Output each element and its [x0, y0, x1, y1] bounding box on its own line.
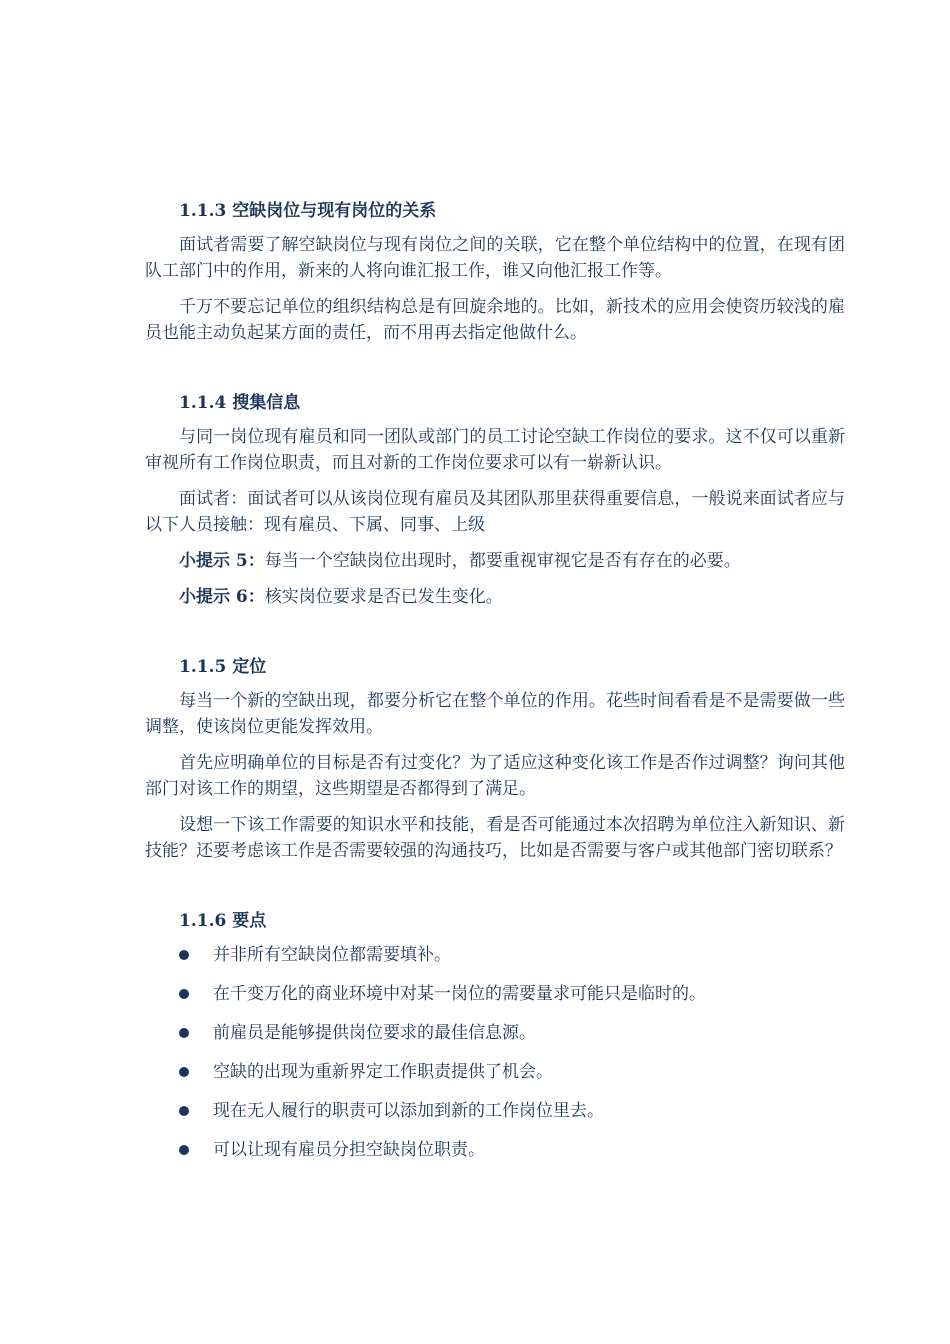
list-item — [145, 942, 845, 968]
section-heading: 1.1.3 空缺岗位与现有岗位的关系 — [179, 201, 437, 221]
tip-label: 小提示 5： — [179, 551, 265, 571]
paragraph: 设想一下该工作需要的知识水平和技能，看是否可能通过本次招聘为单位注入新知识、新技能？还要考虑该工作是否需要较强的沟通技巧，比如是否需要与客户或其他部门密切联系？ — [145, 815, 845, 861]
tip-item — [145, 584, 845, 610]
tip-item — [145, 548, 845, 574]
list-item — [145, 981, 845, 1007]
bullet-icon — [179, 1067, 189, 1077]
list-item-text: 现在无人履行的职责可以添加到新的工作岗位里去。 — [213, 1101, 604, 1121]
list-item-text: 前雇员是能够提供岗位要求的最佳信息源。 — [213, 1023, 536, 1043]
bullet-icon — [179, 989, 189, 999]
section-1-1-4 — [145, 390, 845, 610]
section-1-1-5 — [145, 654, 845, 864]
paragraph: 面试者需要了解空缺岗位与现有岗位之间的关联，它在整个单位结构中的位置，在现有团队工部门中的作用，新来的人将向谁汇报工作，谁又向他汇报工作等。 — [145, 235, 845, 281]
paragraph: 首先应明确单位的目标是否有过变化？为了适应这种变化该工作是否作过调整？询问其他部门对该工作的期望，这些期望是否都得到了满足。 — [145, 753, 845, 799]
list-item — [145, 1059, 845, 1085]
bullet-icon — [179, 1145, 189, 1155]
list-item-text: 在千变万化的商业环境中对某一岗位的需要量求可能只是临时的。 — [213, 984, 706, 1004]
tip-text: 核实岗位要求是否已发生变化。 — [264, 587, 503, 607]
list-item-text: 空缺的出现为重新界定工作职责提供了机会。 — [213, 1062, 553, 1082]
section-spacer — [145, 356, 845, 390]
paragraph: 面试者：面试者可以从该岗位现有雇员及其团队那里获得重要信息，一般说来面试者应与以下人员接触：现有雇员、下属、同事、上级 — [145, 489, 845, 535]
section-1-1-6 — [145, 908, 845, 1163]
key-points-list — [145, 942, 845, 1163]
bullet-icon — [179, 1028, 189, 1038]
section-heading: 1.1.6 要点 — [179, 911, 267, 931]
section-1-1-3 — [145, 198, 845, 346]
tip-label: 小提示 6： — [179, 587, 265, 607]
section-heading: 1.1.4 搜集信息 — [179, 393, 301, 413]
paragraph: 千万不要忘记单位的组织结构总是有回旋余地的。比如，新技术的应用会使资历较浅的雇员也能主动负起某方面的责任，而不用再去指定他做什么。 — [145, 297, 845, 343]
list-item — [145, 1020, 845, 1046]
list-item-text: 并非所有空缺岗位都需要填补。 — [213, 945, 451, 965]
tip-text: 每当一个空缺岗位出现时，都要重视审视它是否有存在的必要。 — [264, 551, 741, 571]
document-body — [145, 198, 845, 1176]
list-item-text: 可以让现有雇员分担空缺岗位职责。 — [213, 1140, 485, 1160]
section-spacer — [145, 620, 845, 654]
bullet-icon — [179, 950, 189, 960]
section-heading: 1.1.5 定位 — [179, 657, 267, 677]
list-item — [145, 1137, 845, 1163]
paragraph: 每当一个新的空缺出现，都要分析它在整个单位的作用。花些时间看看是不是需要做一些调整，使该岗位更能发挥效用。 — [145, 691, 845, 737]
bullet-icon — [179, 1106, 189, 1116]
paragraph: 与同一岗位现有雇员和同一团队或部门的员工讨论空缺工作岗位的要求。这不仅可以重新审视所有工作岗位职责，而且对新的工作岗位要求可以有一崭新认识。 — [145, 427, 845, 473]
list-item — [145, 1098, 845, 1124]
section-spacer — [145, 874, 845, 908]
